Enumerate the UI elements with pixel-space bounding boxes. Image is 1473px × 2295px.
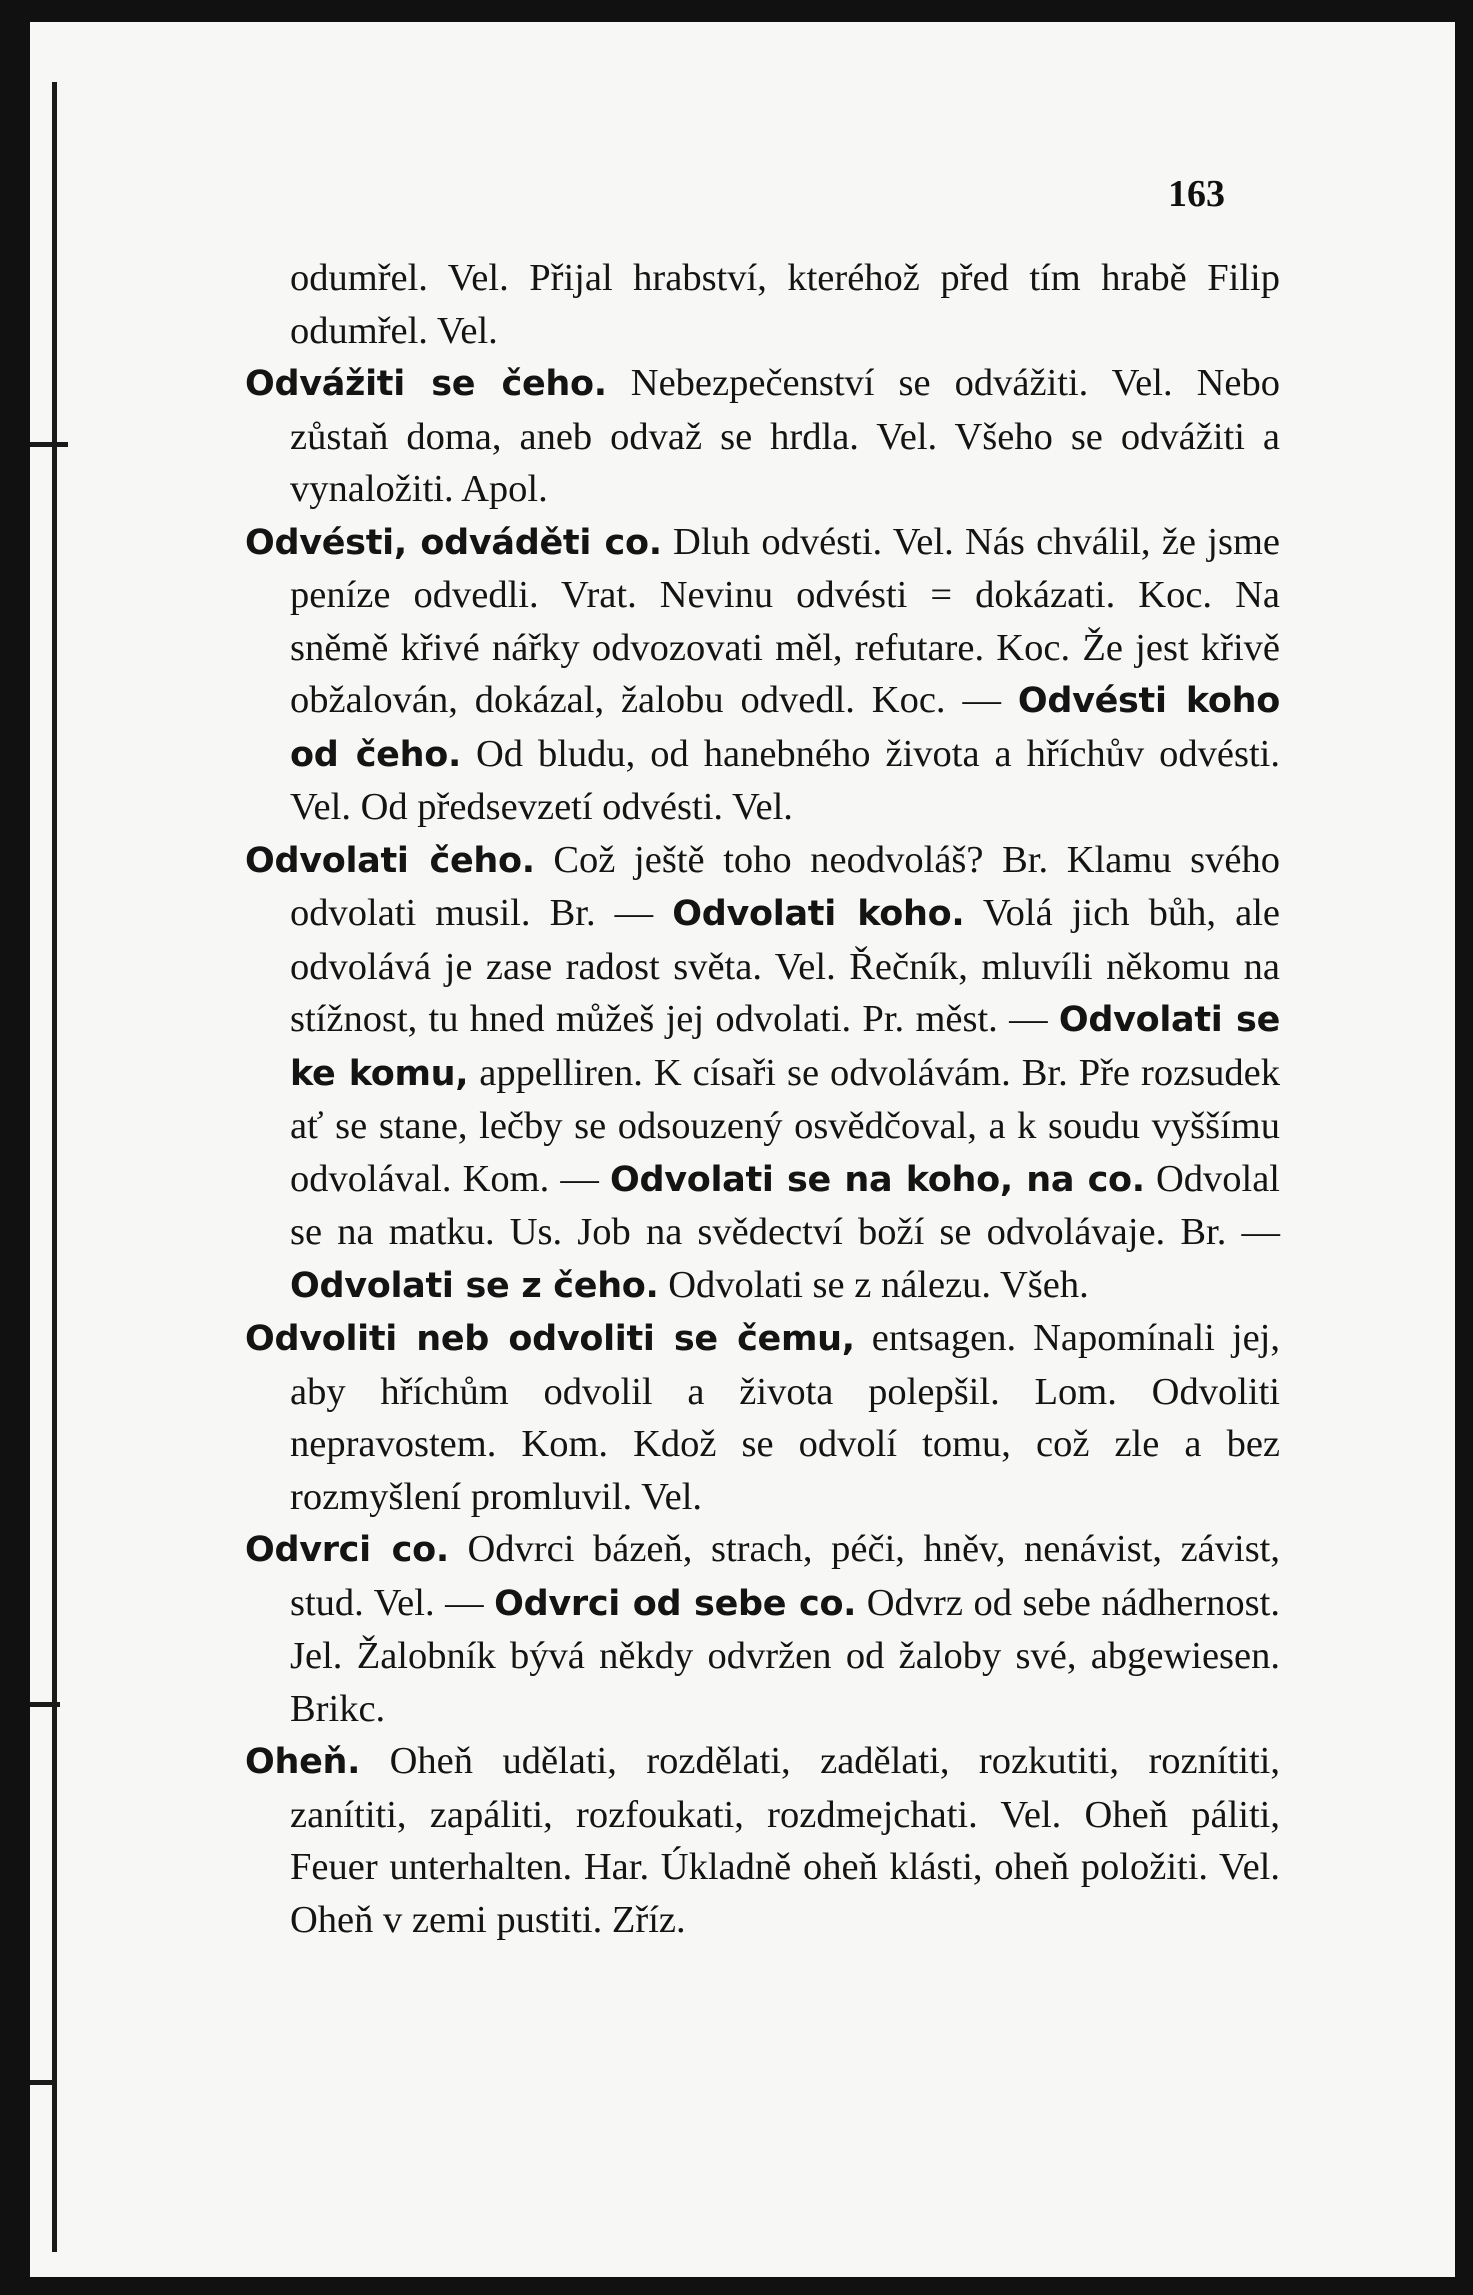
entry-headword: Odvoliti neb odvoliti se čemu, [245,1319,855,1359]
binding-mark [30,2080,56,2085]
entry-text: Odvolati se z nálezu. Všeh. [658,1263,1089,1306]
entry-text: odumřel. Vel. Přijal hrabství, kteréhož před tím hrabě Filip odumřel. Vel. [290,257,1280,352]
dictionary-entry [245,1312,1280,1523]
dictionary-entry [245,1735,1280,1946]
entry-headword: Oheň. [245,1742,361,1782]
dictionary-text [245,252,1280,1946]
entry-headword: Odvážiti se čeho. [245,364,607,404]
entry-text: Odvrz od sebe nádhernost. Jel. Žalobník bývá někdy odvržen od žaloby své, abgewiesen. Brikc. [290,1581,1280,1730]
binding-mark [30,1702,60,1707]
binding-mark [30,442,68,447]
entry-subheading: Odvolati se z čeho. [290,1265,659,1306]
entry-subheading: Odvésti koho od čeho. [290,681,1280,775]
entry-headword: Odvésti, odváděti co. [245,522,662,563]
entry-text: Volá jich bůh, ale odvolává je zase radost světa. Vel. Řečník, mluvíli někomu na stížnost, tu hned můžeš jej odvolati. Pr. měst. — [290,892,1280,1040]
entry-text: Oheň udělati, rozdělati, zadělati, rozkutiti, roznítiti, zanítiti, zapáliti, rozfoukati, rozdmejchati. Vel. Oheň páliti, Feuer unterhalten. Har. Úkladně oheň klásti, oheň položiti. Vel. Oheň v zemi pustiti. Zříz. [290,1740,1280,1941]
entry-text: Nebezpečenství se odvážiti. Vel. Nebo zůstaň doma, aneb odvaž se hrdla. Vel. Všeho se odvážiti a vynaložiti. Apol. [290,362,1281,510]
dictionary-entry [245,834,1280,1313]
entry-subheading: Odvolati se ke komu, [290,1000,1281,1094]
dictionary-entry [245,516,1280,834]
dictionary-entry [245,1523,1280,1735]
entry-text: Což ještě toho neodvoláš? Br. Klamu svého odvolati musil. Br. — [290,838,1280,934]
entry-text: appelliren. K císaři se odvolávám. Br. Pře rozsudek ať se stane, lečby se odsouzený osvědčoval, a k soudu vyššímu odvolával. Kom. — [290,1051,1280,1200]
binding-edge [52,82,57,2252]
entry-subheading: Odvolati koho. [672,894,965,934]
entry-text: Dluh odvésti. Vel. Nás chválil, že jsme peníze odvedli. Vrat. Nevinu odvésti = dokázati. Koc. Na sněmě křivé nářky odvozovati měl, refutare. Koc. Že jest křivě obžalován, dokázal, žalobu odvedl. Koc. — [290,520,1280,721]
entry-text: Odvolal se na matku. Us. Job na svědectví boží se odvolávaje. Br. — [290,1157,1280,1253]
entry-text: Odvrci bázeň, strach, péči, hněv, nenávist, závist, stud. Vel. — [290,1528,1281,1624]
page-number: 163 [1168,173,1225,215]
entry-continuation [245,252,1280,357]
entry-subheading: Odvolati se na koho, na co. [610,1159,1145,1200]
entry-text: entsagen. Napomínali jej, aby hříchům odvolil a života polepšil. Lom. Odvoliti nepravostem. Kom. Kdož se odvolí tomu, což zle a bez rozmyšlení promluvil. Vel. [290,1317,1280,1518]
entry-headword: Odvrci co. [245,1530,449,1570]
entry-headword: Odvolati čeho. [245,840,535,881]
entry-subheading: Odvrci od sebe co. [494,1583,857,1624]
entry-text: Od bludu, od hanebného života a hříchův odvésti. Vel. Od předsevzetí odvésti. Vel. [290,732,1280,828]
book-page [30,22,1455,2277]
dictionary-entry [245,357,1280,516]
